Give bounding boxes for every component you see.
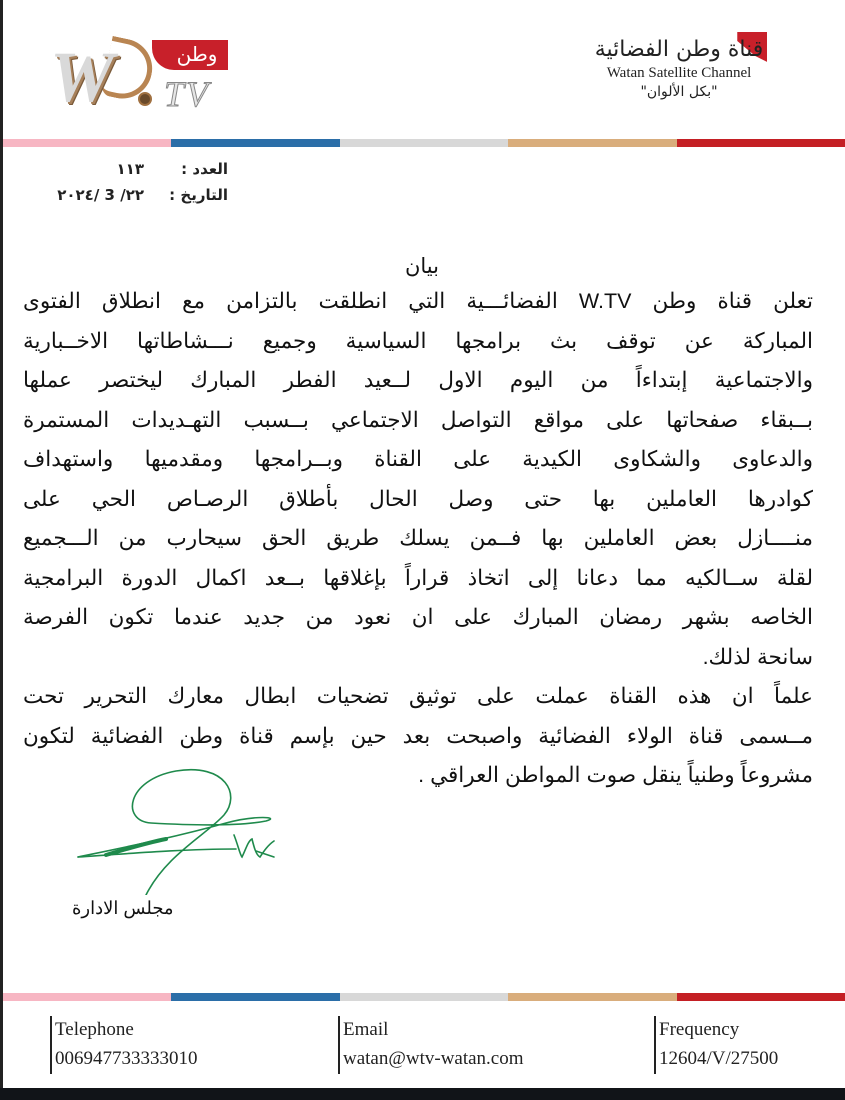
statement-line: والاجتماعية إبتداءاً من اليوم الاول لــعيد الفطر المبارك ليختصر عملها — [23, 368, 813, 392]
wtv-logo — [44, 36, 234, 116]
frequency-value: 12604/V/27500 — [659, 1048, 779, 1069]
channel-name-arabic: قناة وطن الفضائية — [595, 36, 764, 64]
page-left-border — [0, 0, 3, 1088]
statement-line: علماً ان هذه القناة عملت على توثيق تضحيات ابطال معارك التحرير تحت — [23, 684, 813, 708]
footer-email — [338, 1016, 524, 1074]
statement-line: والدعاوى والشكاوى الكيدية على القناة وبــرامجها ومقدميها واستهداف — [23, 447, 813, 471]
statement-line: الخاصه بشهر رمضان المبارك على ان نعود من جديد عندما تكون الفرصة — [23, 605, 813, 629]
reference-number-label: العدد : — [181, 160, 228, 178]
channel-brand — [569, 36, 789, 101]
stripe-segment — [677, 993, 845, 1001]
signature-icon — [66, 765, 276, 895]
stripe-segment — [171, 139, 339, 147]
statement-line: المباركة عن توقف بث برامجها السياسية وجميع نـــشاطاتها الاخــبارية — [23, 328, 813, 353]
stripe-segment — [508, 139, 676, 147]
signature-label: مجلس الادارة — [72, 898, 174, 918]
logo-badge: وطن — [152, 40, 228, 70]
telephone-value: 006947733333010 — [55, 1048, 198, 1069]
statement-line: سانحة لذلك. — [702, 644, 813, 669]
email-value: watan@wtv-watan.com — [343, 1048, 524, 1069]
frequency-label: Frequency — [659, 1019, 740, 1040]
logo-letter: W — [50, 37, 109, 117]
stripe-segment — [340, 993, 508, 1001]
color-stripe-top — [3, 139, 845, 147]
statement-line: مشروعاً وطنياً ينقل صوت المواطن العراقي . — [418, 763, 813, 787]
stripe-segment — [3, 993, 171, 1001]
reference-block — [48, 160, 228, 212]
reference-date-label: التاريخ : — [169, 186, 228, 204]
stripe-segment — [171, 993, 339, 1001]
stripe-segment — [508, 993, 676, 1001]
contact-footer — [0, 1016, 845, 1076]
stripe-segment — [3, 139, 171, 147]
channel-slogan: "بكل الألوان" — [640, 84, 718, 100]
statement-body — [23, 282, 813, 796]
statement-line: مــسمى قناة الولاء الفضائية واصبحت بعد حين بإسم قناة وطن الفضائية لتكون — [23, 723, 813, 748]
telephone-label: Telephone — [55, 1019, 134, 1040]
color-stripe-bottom — [3, 993, 845, 1001]
statement-line: كوادرها العاملين بها حتى وصل الحال بأطلاق الرصـاص الحي على — [23, 486, 813, 511]
statement-line: لقلة ســالكيه مما دعانا إلى اتخاذ قراراً بإغلاقها بــعد اكمال الدورة البرامجية — [23, 565, 813, 590]
stripe-segment — [340, 139, 508, 147]
reference-number-value: ١١٣ — [116, 160, 144, 178]
logo-dot-icon — [138, 92, 152, 106]
statement-line: بــبقاء صفحاتها على مواقع التواصل الاجتماعي بــسبب التهـديدات المستمرة — [23, 407, 813, 432]
footer-frequency — [654, 1016, 778, 1074]
reference-number-row — [48, 160, 228, 186]
footer-telephone — [50, 1016, 198, 1074]
reference-date-value: ٢٢/ 3 /٢٠٢٤ — [57, 186, 144, 204]
stripe-segment — [677, 139, 845, 147]
page-bottom-border — [0, 1088, 845, 1100]
email-label: Email — [343, 1019, 389, 1040]
channel-name-english: Watan Satellite Channel — [606, 65, 752, 81]
statement-line: منــــازل بعض العاملين بها فــمن يسلك طريق الحق سيحارب من الـــجميع — [23, 526, 813, 550]
reference-date-row — [48, 186, 228, 212]
statement-title: بيان — [404, 255, 439, 278]
statement-line: تعلن قناة وطن W.TV الفضائـــية التي انطلقت بالتزامن مع انطلاق الفتوى — [23, 289, 814, 313]
logo-tv-text: TV — [164, 74, 211, 114]
